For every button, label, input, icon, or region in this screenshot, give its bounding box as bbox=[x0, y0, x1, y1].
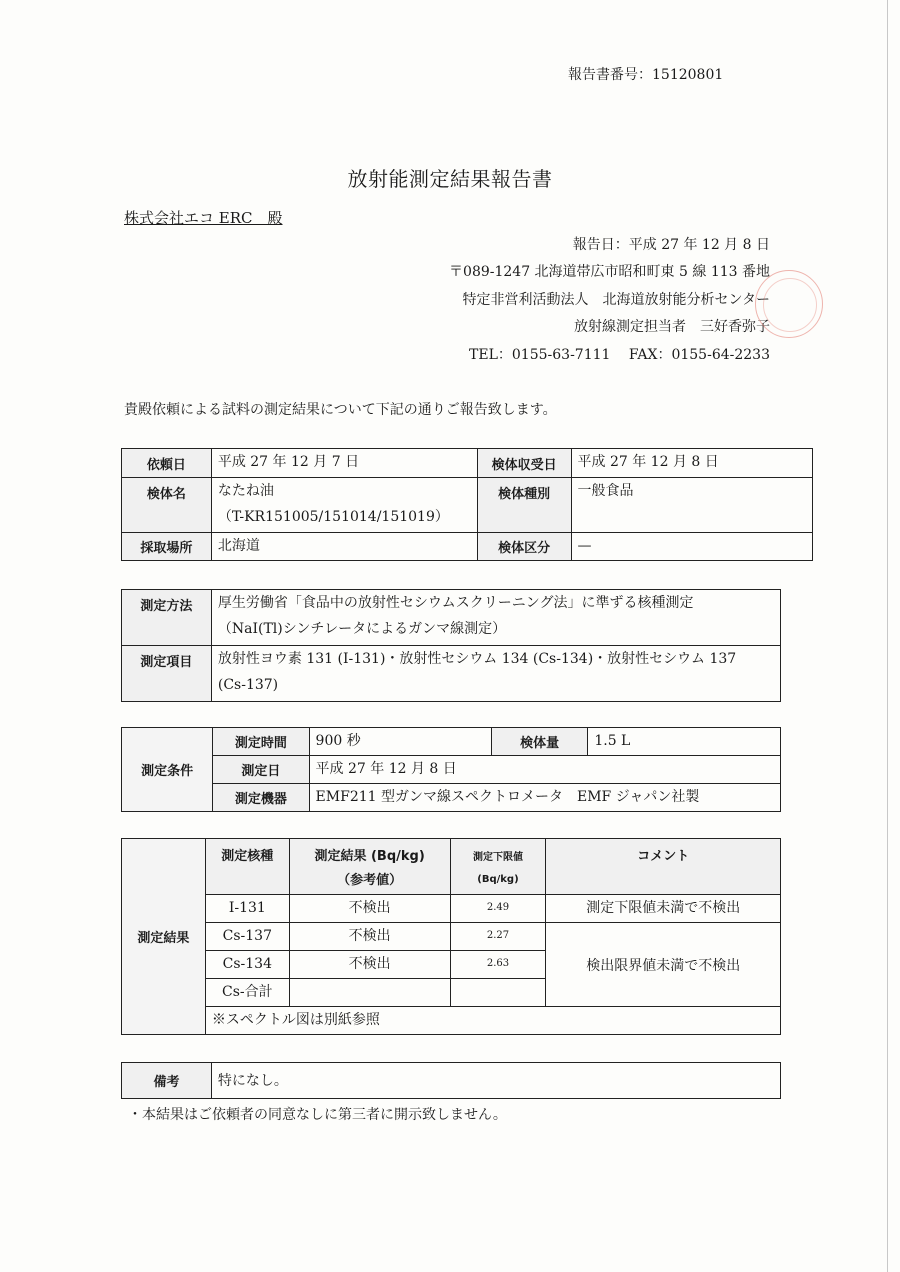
col-result-title: 測定結果 (Bq/kg) bbox=[314, 849, 425, 864]
category-label: 検体区分 bbox=[477, 533, 571, 561]
location: 北海道 bbox=[211, 533, 477, 561]
sample-type-label: 検体種別 bbox=[477, 478, 571, 533]
method-table bbox=[121, 589, 781, 702]
measure-date: 平成 27 年 12 月 8 日 bbox=[309, 756, 780, 784]
contact-info: TEL：0155-63-7111 FAX：0155-64-2233 bbox=[469, 347, 770, 363]
result-cs137: 不検出 bbox=[289, 923, 450, 951]
items-cell bbox=[211, 646, 780, 702]
category: — bbox=[571, 533, 812, 561]
remarks-text: 特になし。 bbox=[211, 1063, 780, 1099]
person-in-charge: 放射線測定担当者 三好香弥子 bbox=[574, 319, 770, 335]
sample-type: 一般食品 bbox=[571, 478, 812, 533]
sample-name-label: 検体名 bbox=[122, 478, 212, 533]
sample-volume: 1.5 L bbox=[588, 728, 781, 756]
conditions-label: 測定条件 bbox=[122, 728, 213, 812]
remarks-table bbox=[121, 1062, 781, 1099]
footer-note: ・本結果はご依頼者の同意なしに第三者に開示致しません。 bbox=[128, 1107, 507, 1123]
col-result-sub: （参考値） bbox=[337, 873, 403, 888]
col-limit-title: 測定下限値 bbox=[472, 852, 523, 863]
limit-i131: 2.49 bbox=[450, 895, 546, 923]
seal-stamp bbox=[755, 270, 823, 338]
receipt-date-label: 検体収受日 bbox=[477, 449, 571, 478]
measure-time: 900 秒 bbox=[309, 728, 491, 756]
method-line1: 厚生労働省「食品中の放射性セシウムスクリーニング法」に準ずる核種測定 bbox=[217, 595, 694, 611]
items-label: 測定項目 bbox=[122, 646, 212, 702]
nuclide-cs-total: Cs-合計 bbox=[205, 979, 289, 1007]
result-cs-total bbox=[289, 979, 450, 1007]
page-title: 放射能測定結果報告書 bbox=[347, 167, 553, 191]
recipient: 株式会社エコ ERC 殿 bbox=[124, 209, 283, 227]
sample-info-table bbox=[121, 448, 813, 561]
result-i131: 不検出 bbox=[289, 895, 450, 923]
intro-text: 貴殿依頼による試料の測定結果について下記の通りご報告致します。 bbox=[124, 402, 557, 418]
device: EMF211 型ガンマ線スペクトロメータ EMF ジャパン社製 bbox=[309, 784, 780, 812]
limit-cs137: 2.27 bbox=[450, 923, 546, 951]
receipt-date: 平成 27 年 12 月 8 日 bbox=[571, 449, 812, 478]
method-label: 測定方法 bbox=[122, 590, 212, 646]
table-row bbox=[122, 923, 781, 951]
result-cs134: 不検出 bbox=[289, 951, 450, 979]
nuclide-cs134: Cs-134 bbox=[205, 951, 289, 979]
request-date-label: 依頼日 bbox=[122, 449, 212, 478]
address: 〒089-1247 北海道帯広市昭和町東 5 線 113 番地 bbox=[449, 264, 770, 280]
comment-i131: 測定下限値未満で不検出 bbox=[546, 895, 781, 923]
request-date: 平成 27 年 12 月 7 日 bbox=[211, 449, 477, 478]
sample-name-cell bbox=[211, 478, 477, 533]
remarks-label: 備考 bbox=[122, 1063, 212, 1099]
table-row bbox=[122, 895, 781, 923]
report-date: 報告日：平成 27 年 12 月 8 日 bbox=[572, 237, 770, 253]
sample-code: （T-KR151005/151014/151019） bbox=[217, 509, 449, 525]
nuclide-cs137: Cs-137 bbox=[205, 923, 289, 951]
limit-cs134: 2.63 bbox=[450, 951, 546, 979]
col-result bbox=[289, 839, 450, 895]
col-limit bbox=[450, 839, 546, 895]
col-comment: コメント bbox=[546, 839, 781, 895]
col-limit-unit: (Bq/kg) bbox=[477, 874, 519, 885]
col-nuclide: 測定核種 bbox=[205, 839, 289, 895]
volume-label: 検体量 bbox=[492, 728, 588, 756]
report-number: 報告書番号：15120801 bbox=[568, 67, 724, 83]
location-label: 採取場所 bbox=[122, 533, 212, 561]
items-line2: (Cs-137) bbox=[217, 677, 279, 693]
nuclide-i131: I-131 bbox=[205, 895, 289, 923]
method-line2: （NaI(Tl)シンチレータによるガンマ線測定） bbox=[217, 621, 507, 637]
conditions-table bbox=[121, 727, 781, 812]
device-label: 測定機器 bbox=[213, 784, 309, 812]
results-label: 測定結果 bbox=[122, 839, 206, 1035]
results-table bbox=[121, 838, 781, 1035]
sample-name: なたね油 bbox=[217, 483, 274, 499]
method-cell bbox=[211, 590, 780, 646]
limit-cs-total bbox=[450, 979, 546, 1007]
time-label: 測定時間 bbox=[213, 728, 309, 756]
date-label: 測定日 bbox=[213, 756, 309, 784]
comment-cs: 検出限界値未満で不検出 bbox=[546, 923, 781, 1007]
organization: 特定非営利活動法人 北海道放射能分析センター bbox=[462, 292, 770, 308]
spectrum-note: ※スペクトル図は別紙参照 bbox=[205, 1007, 780, 1035]
items-line1: 放射性ヨウ素 131 (I-131)・放射性セシウム 134 (Cs-134)・放射性セシウム 137 bbox=[217, 651, 737, 667]
